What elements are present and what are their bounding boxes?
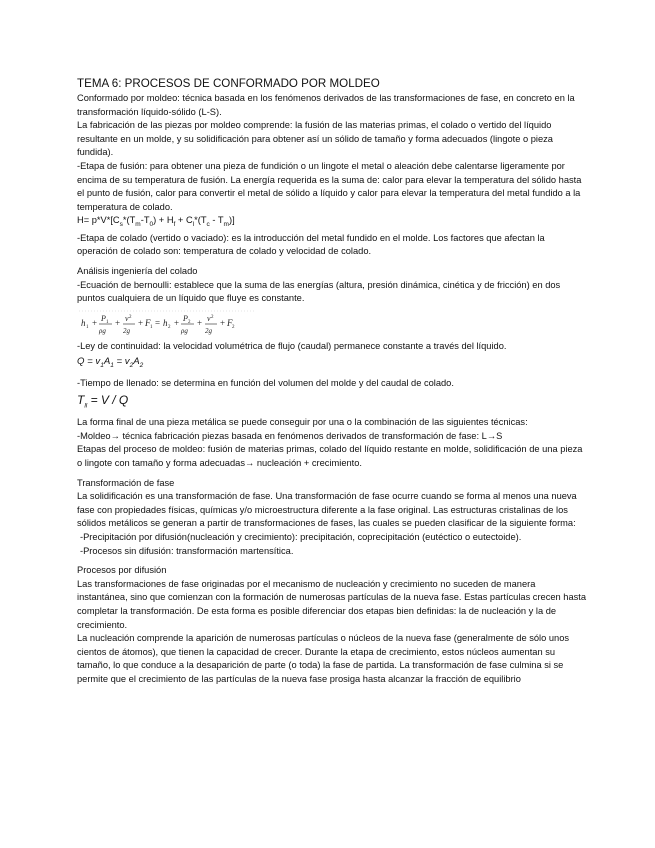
svg-text:1: 1 (86, 324, 89, 330)
svg-text:ρg: ρg (99, 326, 106, 335)
filling-time-formula: $T_{ll} = V / Q$ (77, 392, 129, 410)
section-heading-diffusion-processes: Procesos por difusión (77, 565, 167, 576)
paragraph-nucleation-detail: La nucleación comprende la aparición de numerosas partículas o núcleos de la nueva fase (generalmente de sólo unos cientos de átomos), que tienen la capacidad de crecer. Durante la etapa de crecimiento, estos núcleos aumentan su tamaño, lo que conduce a la desaparición de parte (o toda) la fase de partida. La transformación de fase culmina si se permite que el crecimiento de las partículas de la nueva fase prosiga hasta alcanzar la fracción de equilibrio (77, 633, 570, 684)
paragraph-nucleation-growth: Las transformaciones de fase originadas por el mecanismo de nucleación y crecimiento no suceden de manera instantánea, sino que comienzan con la formación de numerosas partículas de la nueva fase. Estas partículas crecen hasta completar la transformación. De esta forma es posible diferenciar dos etapas bien definidas: la de nucleación y la de crecimiento. (77, 578, 587, 630)
svg-text:+: + (115, 317, 121, 328)
svg-text:F: F (145, 317, 151, 328)
heat-formula: $H= p*V*[C_s*(T_m-T_0) + H_f + C_l*(T_c - T_m)]$ (77, 215, 235, 229)
svg-text:2g: 2g (123, 326, 130, 335)
paragraph-continuity: -Ley de continuidad: la velocidad volumétrica de flujo (caudal) permanece constante a través del líquido. (77, 340, 507, 351)
document-title: TEMA 6: PROCESOS DE CONFORMADO POR MOLDEO (77, 77, 380, 90)
paragraph-casting-stage: -Etapa de colado (vertido o vaciado): es la introducción del metal fundido en el molde. Los factores que afectan la operación de colado son: temperatura de colado y velocidad de colado. (77, 232, 545, 257)
svg-text:F: F (227, 317, 233, 328)
svg-text:P: P (101, 313, 106, 323)
paragraph-no-diffusion: -Procesos sin difusión: transformación martensítica. (80, 545, 294, 556)
paragraph-final-shape: La forma final de una pieza metálica se puede conseguir por una o la combinación de las siguientes técnicas: (77, 417, 528, 428)
svg-text:2: 2 (129, 314, 132, 320)
paragraph-solidification: La solidificación es una transformación de fase. Una transformación de fase ocurre cuando se forma al menos una nueva fase con propiedades físicas, químicas y/o microestructura diferente a la fase original. Las estructuras cristalinas de los sólidos metálicos se generan a partir de transformaciones de fases, las cuales se pueden clasificar de la siguiente forma: (77, 491, 577, 529)
svg-text:2: 2 (232, 324, 235, 330)
section-heading-casting-analysis: Análisis ingeniería del colado (77, 265, 198, 276)
paragraph-bernoulli: -Ecuación de bernoulli: establece que la suma de las energías (altura, presión dinámica, cinética y de fricción) en dos puntos cualquiera de un líquido que fluye es constante. (77, 279, 561, 304)
svg-text:2: 2 (188, 319, 191, 325)
svg-text:+: + (174, 317, 180, 328)
section-heading-phase-transformation: Transformación de fase (77, 477, 175, 488)
paragraph-moldeo: -Moldeo→ técnica fabricación piezas basada en fenómenos derivados de transformación de fase: L→S (77, 430, 503, 441)
svg-text:+: + (92, 317, 98, 328)
svg-text:h: h (163, 317, 168, 328)
svg-text:1: 1 (150, 324, 153, 330)
svg-text:=: = (155, 317, 161, 328)
svg-text:2: 2 (168, 324, 171, 330)
svg-text:1: 1 (106, 319, 109, 325)
svg-text:v: v (125, 313, 129, 323)
paragraph-precipitation: -Precipitación por difusión(nucleación y crecimiento): precipitación, coprecipitación (eutéctico o eutectoide). (80, 532, 522, 542)
svg-text:v: v (207, 313, 211, 323)
paragraph-fabrication: La fabricación de las piezas por moldeo comprende: la fusión de las materias primas, el colado o vertido del líquido resultante en un molde, y su solidificación para obtener así un sólido de tamaño y forma adecuados (lingote o pieza fundida). (77, 120, 553, 158)
svg-text:2: 2 (211, 314, 214, 320)
svg-text:+: + (220, 317, 226, 328)
svg-text:P: P (183, 313, 188, 323)
document-body (77, 76, 587, 687)
paragraph-stages: Etapas del proceso de moldeo: fusión de materias primas, colado del líquido restante en molde, solidificación de una pieza o lingote con tamaño y forma adecuadas→ nucleación + crecimiento. (77, 444, 583, 469)
svg-text:+: + (197, 317, 203, 328)
paragraph-definition: Conformado por moldeo: técnica basada en los fenómenos derivados de las transformaciones de fase, en concreto en la transformación líquido-sólido (L-S). (77, 93, 575, 117)
svg-text:h: h (81, 317, 86, 328)
continuity-formula: $Q = v_1A_1 = v_2A_2$ (77, 356, 144, 370)
paragraph-fusion-stage: -Etapa de fusión: para obtener una pieza de fundición o un lingote el metal o aleación debe calentarse ligeramente por encima de su temperatura de fusión. La energía requerida es la suma de: calor para elevar la temperatura del sólido hasta el punto de fusión, calor para convertir el metal de sólido a líquido y calor para elevar la temperatura del metal fundido a la temperatura de colado. (77, 160, 582, 212)
svg-text:ρg: ρg (181, 326, 188, 335)
bernoulli-equation-image (77, 309, 587, 337)
svg-text:2g: 2g (205, 326, 212, 335)
svg-text:+: + (138, 317, 144, 328)
paragraph-filling-time: -Tiempo de llenado: se determina en función del volumen del molde y del caudal de colado. (77, 378, 454, 389)
